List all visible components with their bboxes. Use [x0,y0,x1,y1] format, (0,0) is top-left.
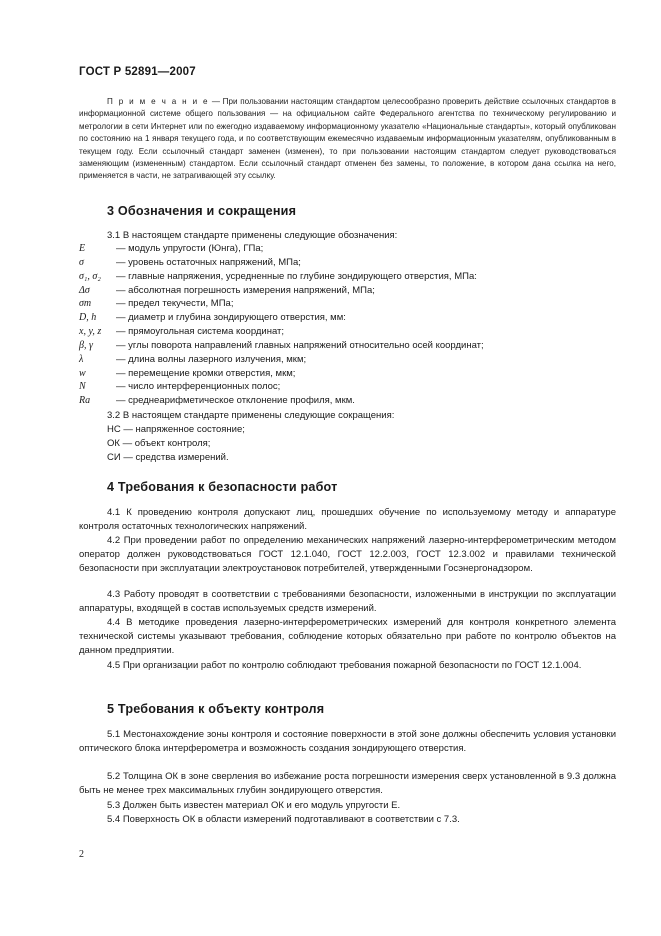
symbol-row [79,380,619,394]
symbol: λ [79,353,84,365]
section-3-title: 3 Обозначения и сокращения [107,204,297,218]
symbol-row [79,367,619,381]
symbol-description: — длина волны лазерного излучения, мкм; [116,353,307,365]
clause-4-4: 4.4 В методике проведения лазерно-интерферометрических измерений для контроля конкретного элемента технической системы указывают требования, соблюдение которых обязательно при работе по контролю объектов на данном предприятии. [79,617,616,657]
symbol-row [79,394,619,408]
section-5-title: 5 Требования к объекту контроля [107,702,325,716]
symbol-row [79,325,619,339]
symbol: E [79,243,86,254]
clause-4-5: 4.5 При организации работ по контролю соблюдают требования пожарной безопасности по ГОСТ 12.1.004. [107,660,582,671]
clause-3-2: 3.2 В настоящем стандарте применены следующие сокращения: [107,410,395,421]
symbol: x, y, z [79,326,102,338]
symbol-description: — углы поворота направлений главных напряжений относительно осей координат; [116,339,484,351]
symbol: Ra [79,395,91,407]
symbol: β, γ [79,339,93,351]
symbol-description: — абсолютная погрешность измерения напряжений, МПа; [116,284,375,296]
symbol-description: — прямоугольная система координат; [116,326,285,338]
symbol-row [79,284,619,298]
note-paragraph [79,96,616,183]
symbol-row [79,339,619,353]
symbol-row [79,270,619,284]
note-text: — При пользовании настоящим стандартом целесообразно проверить действие ссылочных стандартов в информационной системе общего пользования — на официальном сайте Федерального агентства по техническому регулированию и метрологии в сети Интернет или по ежегодно издаваемому информационному указателю «Национальные стандарты», который опубликован по состоянию на 1 января текущего года, и по соответствующим ежемесячно издаваемым информационным указателям, опубликованным в текущем году. Если ссылочный стандарт заменен (изменен), то при пользовании настоящим стандартом следует руководствоваться заменяющим (измененным) стандартом. Если ссылочный стандарт отменен без замены, то положение, в котором дана ссылка на него, применяется в части, не затрагивающей эту ссылку. [79,97,616,181]
page-number: 2 [79,849,84,860]
symbol-description: — предел текучести, МПа; [116,298,234,310]
document-code-header: ГОСТ Р 52891—2007 [79,66,196,78]
clause-5-3: 5.3 Должен быть известен материал ОК и его модуль упругости E. [107,800,401,811]
clause-3-1: 3.1 В настоящем стандарте применены следующие обозначения: [107,230,398,241]
symbol: N [79,381,86,393]
symbol-description: — модуль упругости (Юнга), ГПа; [116,243,264,254]
symbol-description: — перемещение кромки отверстия, мкм; [116,367,296,379]
symbol: σт [79,298,92,310]
symbol-description: — среднеарифметическое отклонение профиля, мкм. [116,395,355,407]
section-4-title: 4 Требования к безопасности работ [107,480,338,494]
symbol-row [79,311,619,325]
symbols-list [79,242,619,408]
symbol-row [79,297,619,311]
note-label: П р и м е ч а н и е [107,97,210,106]
symbol: σ₁, σ₂ [79,270,101,282]
symbol-description: — число интерференционных полос; [116,381,281,393]
clause-5-2: 5.2 Толщина ОК в зоне сверления во избежание роста погрешности измерения сверх установленной в 9.3 должна быть не менее трех максимальных глубин зондирующего отверстия. [79,771,616,797]
symbol-description: — главные напряжения, усредненные по глубине зондирующего отверстия, МПа: [116,270,477,282]
abbreviation-item: СИ — средства измерений. [107,452,229,463]
clause-4-1: 4.1 К проведению контроля допускают лиц, прошедших обучение по используемому методу и аппаратуре контроля остаточных технологических напряжений. [79,507,616,533]
symbol-row [79,242,619,256]
symbol-row [79,256,619,270]
symbol: Δσ [79,284,90,296]
clause-5-1: 5.1 Местонахождение зоны контроля и состояние поверхности в этой зоне должны обеспечить условия установки оптического блока интерферометра и возможность создания зондирующего отверстия. [79,729,616,755]
symbol-row [79,353,619,367]
clause-4-2: 4.2 При проведении работ по определению механических напряжений лазерно-интерферометрическим методом оператор должен руководствоваться ГОСТ 12.1.040, ГОСТ 12.2.003, ГОСТ 12.3.002 и правилами технической безопасности при эксплуатации электроустановок потребителей, утвержденными Госэнергонадзором. [79,535,616,575]
symbol: σ [79,256,84,268]
clause-5-4: 5.4 Поверхность ОК в области измерений подготавливают в соответствии с 7.3. [107,814,460,825]
abbreviation-item: НС — напряженное состояние; [107,424,245,435]
symbol: D, h [79,312,97,324]
symbol: w [79,367,86,379]
abbreviation-item: ОК — объект контроля; [107,438,211,449]
symbol-description: — уровень остаточных напряжений, МПа; [116,256,301,268]
clause-4-3: 4.3 Работу проводят в соответствии с требованиями безопасности, изложенными в инструкции по эксплуатации аппаратуры, входящей в состав используемых средств измерений. [79,589,616,615]
symbol-description: — диаметр и глубина зондирующего отверстия, мм: [116,312,346,324]
